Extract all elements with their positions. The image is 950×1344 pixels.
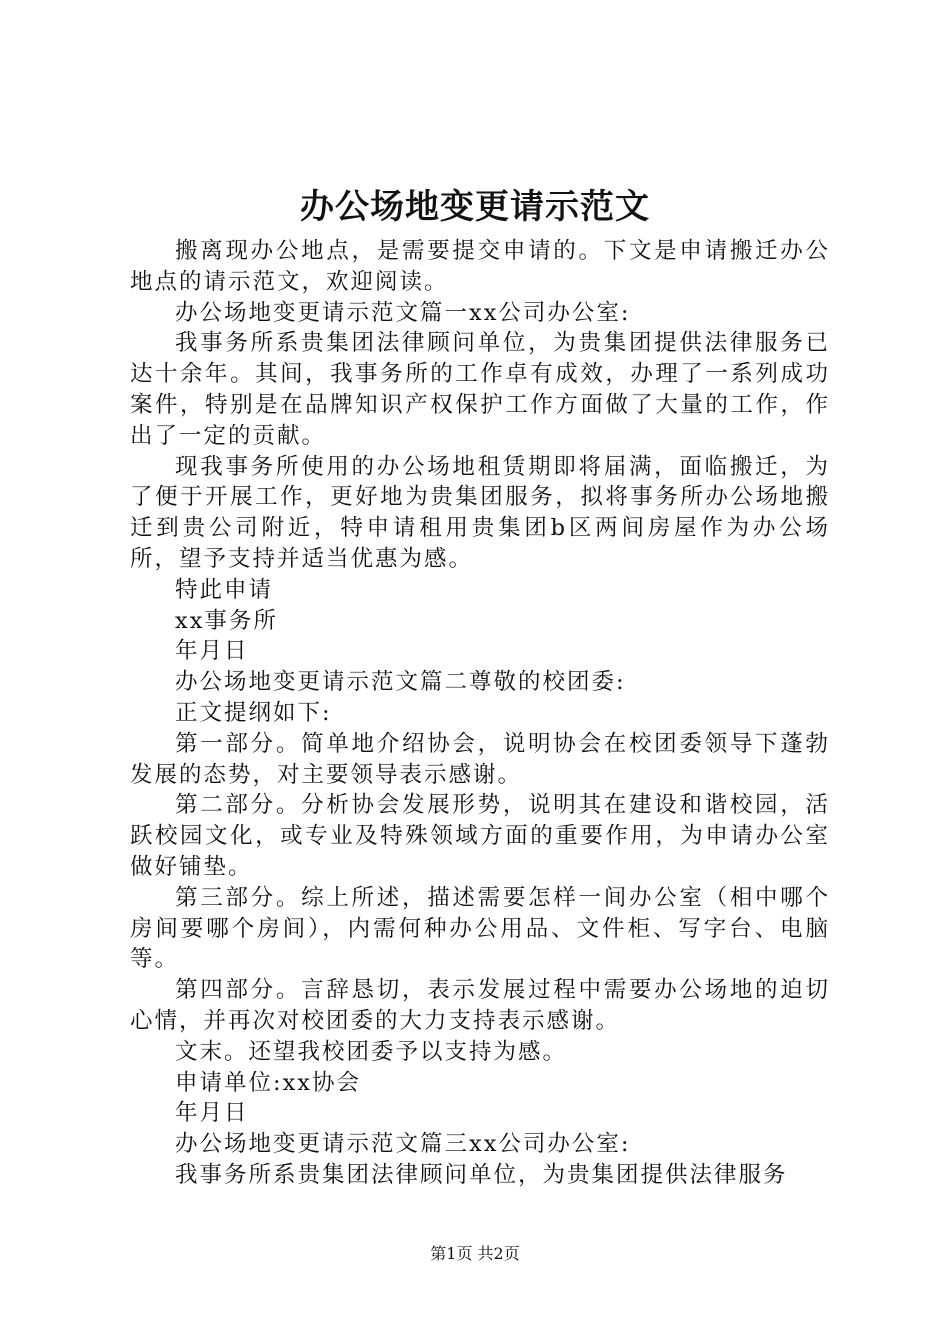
document-title: 办公场地变更请示范文 [300, 187, 650, 227]
page-footer: 第1页 共2页 [430, 1244, 520, 1263]
document-body [130, 236, 830, 1191]
paragraph: 搬离现办公地点，是需要提交申请的。下文是申请搬迁办公地点的请示范文，欢迎阅读。 [130, 238, 830, 295]
paragraph: 文末。还望我校团委予以支持为感。 [175, 1038, 568, 1065]
paragraph: 办公场地变更请示范文篇二尊敬的校团委: [175, 669, 626, 696]
paragraph: 第三部分。综上所述，描述需要怎样一间办公室（相中哪个房间要哪个房间），内需何种办公用品、文件柜、写字台、电脑等。 [130, 884, 830, 973]
paragraph: 第四部分。言辞恳切，表示发展过程中需要办公场地的迫切心情，并再次对校团委的大力支持表示感谢。 [130, 977, 830, 1034]
paragraph: 办公场地变更请示范文篇一xx公司办公室: [175, 299, 631, 326]
paragraph: 我事务所系贵集团法律顾问单位，为贵集团提供法律服务 [175, 1161, 788, 1188]
paragraph: 第二部分。分析协会发展形势，说明其在建设和谐校园，活跃校园文化，或专业及特殊领域方面的重要作用，为申请办公室做好铺垫。 [130, 792, 830, 880]
paragraph: 我事务所系贵集团法律顾问单位，为贵集团提供法律服务已达十余年。其间，我事务所的工作卓有成效，办理了一系列成功案件，特别是在品牌知识产权保护工作方面做了大量的工作，作出了一定的贡献。 [130, 330, 830, 449]
paragraph: 特此申请 [175, 576, 274, 603]
paragraph: 第一部分。简单地介绍协会，说明协会在校团委领导下蓬勃发展的态势，对主要领导表示感谢。 [130, 730, 830, 788]
paragraph: xx事务所 [175, 607, 278, 634]
paragraph: 年月日 [175, 1100, 249, 1127]
paragraph: 申请单位:xx协会 [175, 1069, 361, 1096]
paragraph: 年月日 [175, 638, 249, 665]
paragraph: 办公场地变更请示范文篇三xx公司办公室: [175, 1131, 631, 1158]
paragraph: 正文提纲如下: [175, 699, 332, 726]
paragraph: 现我事务所使用的办公场地租赁期即将届满，面临搬迁，为了便于开展工作，更好地为贵集团服务，拟将事务所办公场地搬迁到贵公司附近，特申请租用贵集团b区两间房屋作为办公场所，望予支持并适当优惠为感。 [130, 453, 830, 572]
